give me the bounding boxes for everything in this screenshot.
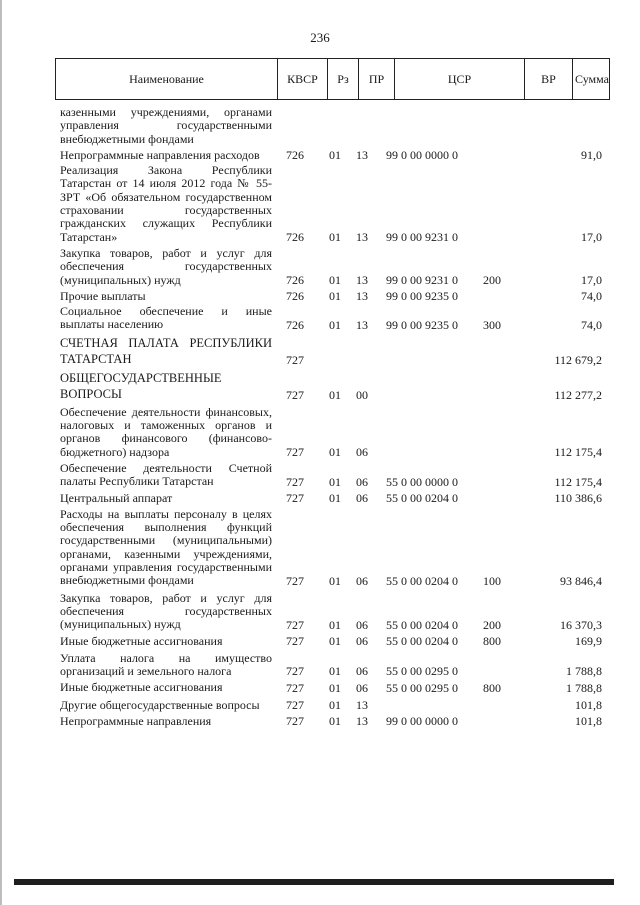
row-pr: 06 <box>356 444 368 459</box>
row-rz: 01 <box>329 317 341 332</box>
row-sum: 101,8 <box>575 714 602 729</box>
table-row <box>60 290 610 303</box>
row-kvsr: 726 <box>286 148 304 163</box>
row-kvsr: 727 <box>286 444 304 459</box>
row-vr: 800 <box>483 680 501 695</box>
row-name: Непрограммные направления расходов <box>60 147 260 162</box>
row-vr: 100 <box>483 573 501 588</box>
row-sum: 112 277,2 <box>554 387 602 402</box>
row-csr: 99 0 00 9235 0 <box>386 317 458 332</box>
row-sum: 101,8 <box>575 697 602 712</box>
row-pr: 13 <box>356 289 368 304</box>
row-pr: 06 <box>356 573 368 588</box>
header-name: Наименование <box>56 59 278 99</box>
row-kvsr: 726 <box>286 272 304 287</box>
table-row <box>60 699 610 712</box>
row-name: Закупка товаров, работ и услуг для обеспечения государственных (муниципальных) нужд <box>60 590 272 632</box>
row-name: Закупка товаров, работ и услуг для обеспечения государственных (муниципальных) нужд <box>60 245 272 287</box>
table-row <box>60 715 610 728</box>
row-rz: 01 <box>329 229 341 244</box>
row-rz: 01 <box>329 272 341 287</box>
header-kvsr: КВСР <box>278 59 328 99</box>
row-pr: 06 <box>356 617 368 632</box>
table-row <box>60 164 610 244</box>
row-csr: 55 0 00 0000 0 <box>386 474 458 489</box>
table-row <box>60 149 610 162</box>
row-pr: 06 <box>356 664 368 679</box>
row-sum: 17,0 <box>581 229 602 244</box>
row-sum: 74,0 <box>581 289 602 304</box>
row-kvsr: 727 <box>286 474 304 489</box>
row-pr: 13 <box>356 272 368 287</box>
table-row <box>60 681 610 694</box>
row-name: Другие общегосударственные вопросы <box>60 697 260 712</box>
row-kvsr: 727 <box>286 664 304 679</box>
row-kvsr: 727 <box>286 352 304 367</box>
row-csr: 55 0 00 0204 0 <box>386 490 458 505</box>
row-rz: 01 <box>329 444 341 459</box>
row-name: Центральный аппарат <box>60 490 173 505</box>
table-row <box>60 335 610 367</box>
row-csr: 55 0 00 0295 0 <box>386 680 458 695</box>
row-name: Иные бюджетные ассигнования <box>60 633 223 648</box>
row-csr: 55 0 00 0204 0 <box>386 633 458 648</box>
row-kvsr: 726 <box>286 229 304 244</box>
row-rz: 01 <box>329 289 341 304</box>
header-vr: ВР <box>525 59 573 99</box>
row-kvsr: 726 <box>286 289 304 304</box>
row-vr: 800 <box>483 633 501 648</box>
row-csr: 99 0 00 9231 0 <box>386 272 458 287</box>
row-rz: 01 <box>329 490 341 505</box>
row-sum: 112 679,2 <box>554 352 602 367</box>
row-name: СЧЕТНАЯ ПАЛАТА РЕСПУБЛИКИ ТАТАРСТАН <box>60 335 272 366</box>
row-kvsr: 726 <box>286 317 304 332</box>
table-row <box>60 492 610 505</box>
row-rz: 01 <box>329 697 341 712</box>
row-name: Уплата налога на имущество организаций и земельного налога <box>60 650 272 679</box>
table-row <box>60 508 610 588</box>
table-row <box>60 652 610 679</box>
row-sum: 169,9 <box>575 633 602 648</box>
row-kvsr: 727 <box>286 573 304 588</box>
row-sum: 74,0 <box>581 317 602 332</box>
row-vr: 200 <box>483 617 501 632</box>
row-rz: 01 <box>329 387 341 402</box>
row-pr: 06 <box>356 633 368 648</box>
row-rz: 01 <box>329 714 341 729</box>
table-row <box>60 247 610 287</box>
row-sum: 16 370,3 <box>560 617 602 632</box>
row-rz: 01 <box>329 664 341 679</box>
row-pr: 06 <box>356 490 368 505</box>
row-rz: 01 <box>329 617 341 632</box>
scan-left-edge <box>0 0 2 905</box>
row-kvsr: 727 <box>286 714 304 729</box>
row-name: Непрограммные направления <box>60 713 212 728</box>
scan-bottom-band <box>14 879 614 885</box>
row-name: Расходы на выплаты персоналу в целях обеспечения выполнения функций государственными (муниципальными) органами, казенными учреждениями, органами управления государственными внебюджетными фондами <box>60 506 272 588</box>
row-csr: 99 0 00 0000 0 <box>386 148 458 163</box>
row-sum: 1 788,8 <box>566 664 602 679</box>
row-csr: 99 0 00 0000 0 <box>386 714 458 729</box>
row-sum: 1 788,8 <box>566 680 602 695</box>
row-rz: 01 <box>329 148 341 163</box>
row-sum: 17,0 <box>581 272 602 287</box>
header-pr: ПР <box>359 59 395 99</box>
header-rz: Рз <box>328 59 359 99</box>
table-body <box>60 103 610 728</box>
row-pr: 06 <box>356 474 368 489</box>
header-csr: ЦСР <box>395 59 525 99</box>
table-row <box>60 462 610 489</box>
row-kvsr: 727 <box>286 387 304 402</box>
row-name: Реализация Закона Республики Татарстан от 14 июля 2012 года № 55-ЗРТ «Об обязательном государственном страховании государственных гражданских служащих Республики Татарстан» <box>60 163 272 244</box>
row-name: казенными учреждениями, органами управления государственными внебюджетными фондами <box>60 105 272 146</box>
row-pr: 13 <box>356 317 368 332</box>
row-sum: 112 175,4 <box>554 474 602 489</box>
table-row <box>60 106 610 146</box>
table-row <box>60 406 610 459</box>
row-csr: 55 0 00 0204 0 <box>386 573 458 588</box>
row-pr: 13 <box>356 697 368 712</box>
header-sum: Сумма <box>575 72 609 86</box>
row-name: Прочие выплаты <box>60 288 146 303</box>
table-header <box>55 58 610 100</box>
row-sum: 91,0 <box>581 148 602 163</box>
row-name: Социальное обеспечение и иные выплаты населению <box>60 304 272 332</box>
row-kvsr: 727 <box>286 680 304 695</box>
row-pr: 13 <box>356 229 368 244</box>
row-rz: 01 <box>329 474 341 489</box>
row-kvsr: 727 <box>286 633 304 648</box>
row-rz: 01 <box>329 573 341 588</box>
table-row <box>60 592 610 632</box>
row-pr: 13 <box>356 714 368 729</box>
table-row <box>60 635 610 648</box>
table-row <box>60 305 610 332</box>
row-name: Иные бюджетные ассигнования <box>60 680 223 695</box>
table-row <box>60 370 610 402</box>
row-rz: 01 <box>329 633 341 648</box>
row-name: Обеспечение деятельности Счетной палаты Республики Татарстан <box>60 460 272 489</box>
row-pr: 13 <box>356 148 368 163</box>
row-csr: 99 0 00 9235 0 <box>386 289 458 304</box>
row-sum: 112 175,4 <box>554 444 602 459</box>
row-kvsr: 727 <box>286 617 304 632</box>
row-csr: 99 0 00 9231 0 <box>386 229 458 244</box>
row-csr: 55 0 00 0204 0 <box>386 617 458 632</box>
page-number: 236 <box>310 30 330 45</box>
row-pr: 00 <box>356 387 368 402</box>
row-sum: 110 386,6 <box>554 490 602 505</box>
row-csr: 55 0 00 0295 0 <box>386 664 458 679</box>
row-name: Обеспечение деятельности финансовых, налоговых и таможенных органов и органов финансового (финансово-бюджетного) надзора <box>60 404 272 459</box>
row-pr: 06 <box>356 680 368 695</box>
row-kvsr: 727 <box>286 490 304 505</box>
row-name: ОБЩЕГОСУДАРСТВЕННЫЕ ВОПРОСЫ <box>60 370 222 401</box>
row-rz: 01 <box>329 680 341 695</box>
row-sum: 93 846,4 <box>560 573 602 588</box>
row-vr: 200 <box>483 272 501 287</box>
row-vr: 300 <box>483 317 501 332</box>
row-kvsr: 727 <box>286 697 304 712</box>
